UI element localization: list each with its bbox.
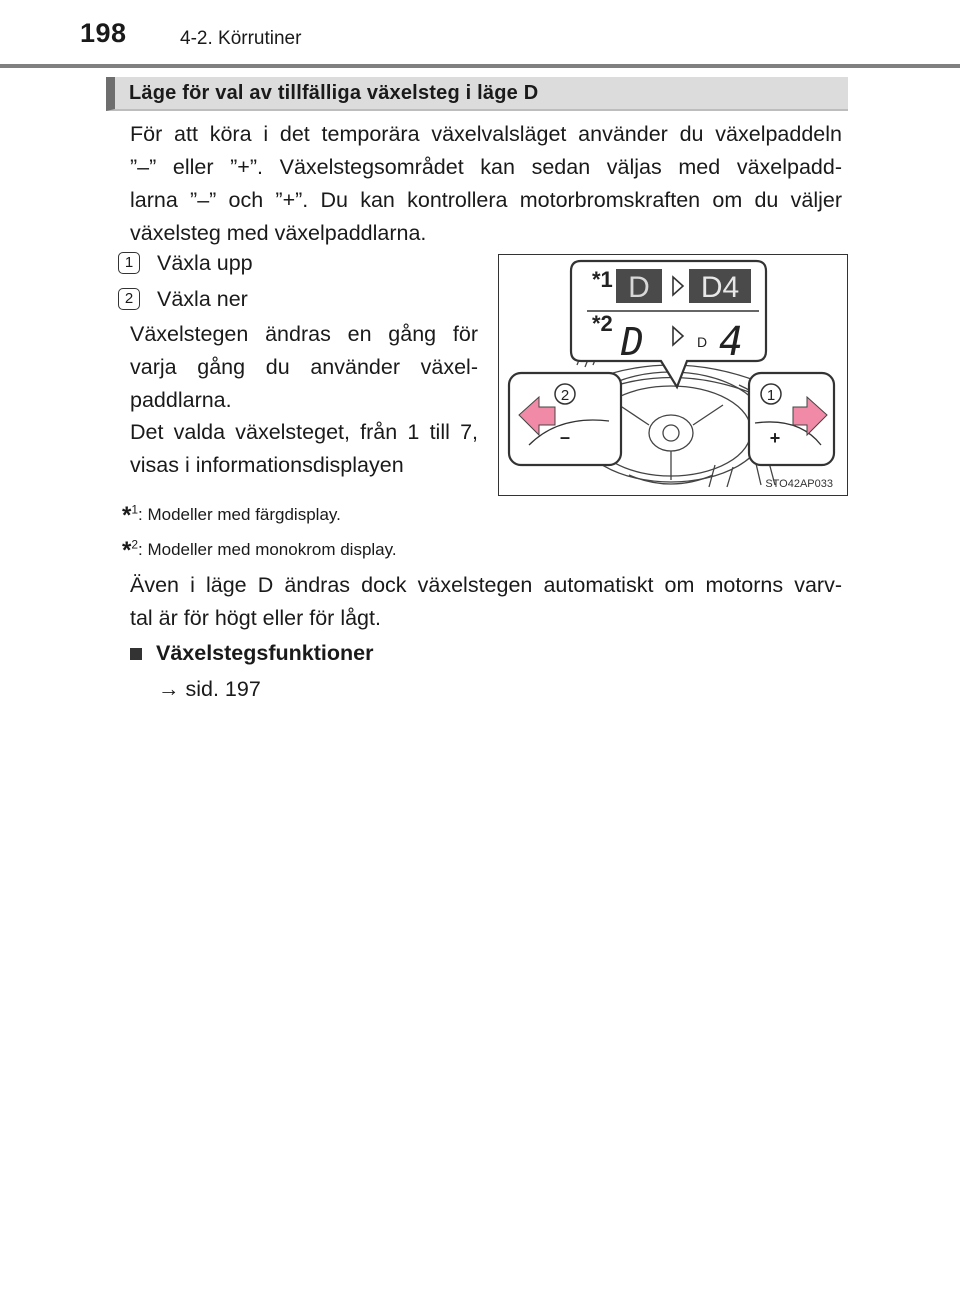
subsection-bullet-icon (130, 648, 142, 660)
closing-line: Även i läge D ändras dock växelstegen automatiskt om motorns varv- (130, 573, 842, 597)
section-title: Läge för val av tillfälliga växelsteg i läge D (129, 82, 539, 104)
subsection-title: Växelstegsfunktioner (156, 641, 374, 665)
note-line: varja gång du använder växel- (130, 355, 478, 379)
item-label-shift-up: Växla upp (157, 251, 253, 275)
item-label-shift-down: Växla ner (157, 287, 248, 311)
section-heading-bar (106, 77, 848, 111)
note-paragraph (130, 318, 478, 417)
closing-line: tal är för högt eller för lågt. (130, 606, 381, 630)
footnote-text: : Modeller med färgdisplay. (138, 505, 341, 524)
intro-paragraph (130, 118, 842, 250)
color-display-to: D4 (700, 271, 740, 304)
arrow-right-icon: → (158, 677, 180, 701)
footnote-index: 1 (131, 502, 139, 517)
paddle-right-number: 1 (766, 387, 776, 404)
figure-code: STO42AP033 (765, 478, 833, 490)
item-number-badge: 1 (118, 252, 140, 274)
note-paragraph (130, 416, 478, 482)
paddle-left-symbol: – (559, 427, 571, 447)
mono-display-to-small: D (697, 334, 708, 350)
footnote-text: : Modeller med monokrom display. (138, 540, 397, 559)
callout-star-1: *1 (592, 267, 613, 292)
footnote-star: * (122, 537, 132, 564)
page-reference[interactable] (158, 677, 261, 702)
mono-display-from: D (621, 320, 644, 364)
page-reference-text: sid. 197 (185, 677, 261, 701)
right-paddle-inset (749, 373, 834, 465)
page-number: 198 (80, 18, 127, 48)
callout-star-2: *2 (592, 311, 613, 336)
intro-line: För att köra i det temporära växelvalsläget använder du växelpaddeln (130, 122, 842, 146)
note-line: Växelstegen ändras en gång för (130, 322, 478, 346)
paddle-shift-figure (498, 254, 848, 496)
paddle-left-number: 2 (560, 387, 570, 404)
intro-line: larna ”–” och ”+”. Du kan kontrollera motorbromskraften om du väljer (130, 188, 842, 212)
steering-wheel-illustration (499, 255, 846, 494)
intro-line: växelsteg med växelpaddlarna. (130, 221, 427, 245)
note-line: paddlarna. (130, 388, 232, 412)
color-display-from: D (628, 271, 650, 304)
section-path: 4-2. Körrutiner (180, 28, 302, 49)
closing-paragraph (130, 569, 842, 635)
intro-line: ”–” eller ”+”. Växelstegsområdet kan sedan väljas med växelpadd- (130, 155, 842, 179)
footnote-index: 2 (131, 537, 139, 552)
note-line: visas i informationsdisplayen (130, 453, 404, 477)
footnote-mono-display (122, 537, 397, 565)
item-number-badge: 2 (118, 288, 140, 310)
footnote-color-display (122, 502, 341, 530)
header-rule (0, 64, 960, 68)
footnote-star: * (122, 502, 132, 529)
mono-display-to-digit: 4 (719, 319, 744, 365)
paddle-right-symbol: + (769, 428, 781, 448)
note-line: Det valda växelsteget, från 1 till 7, (130, 420, 478, 444)
